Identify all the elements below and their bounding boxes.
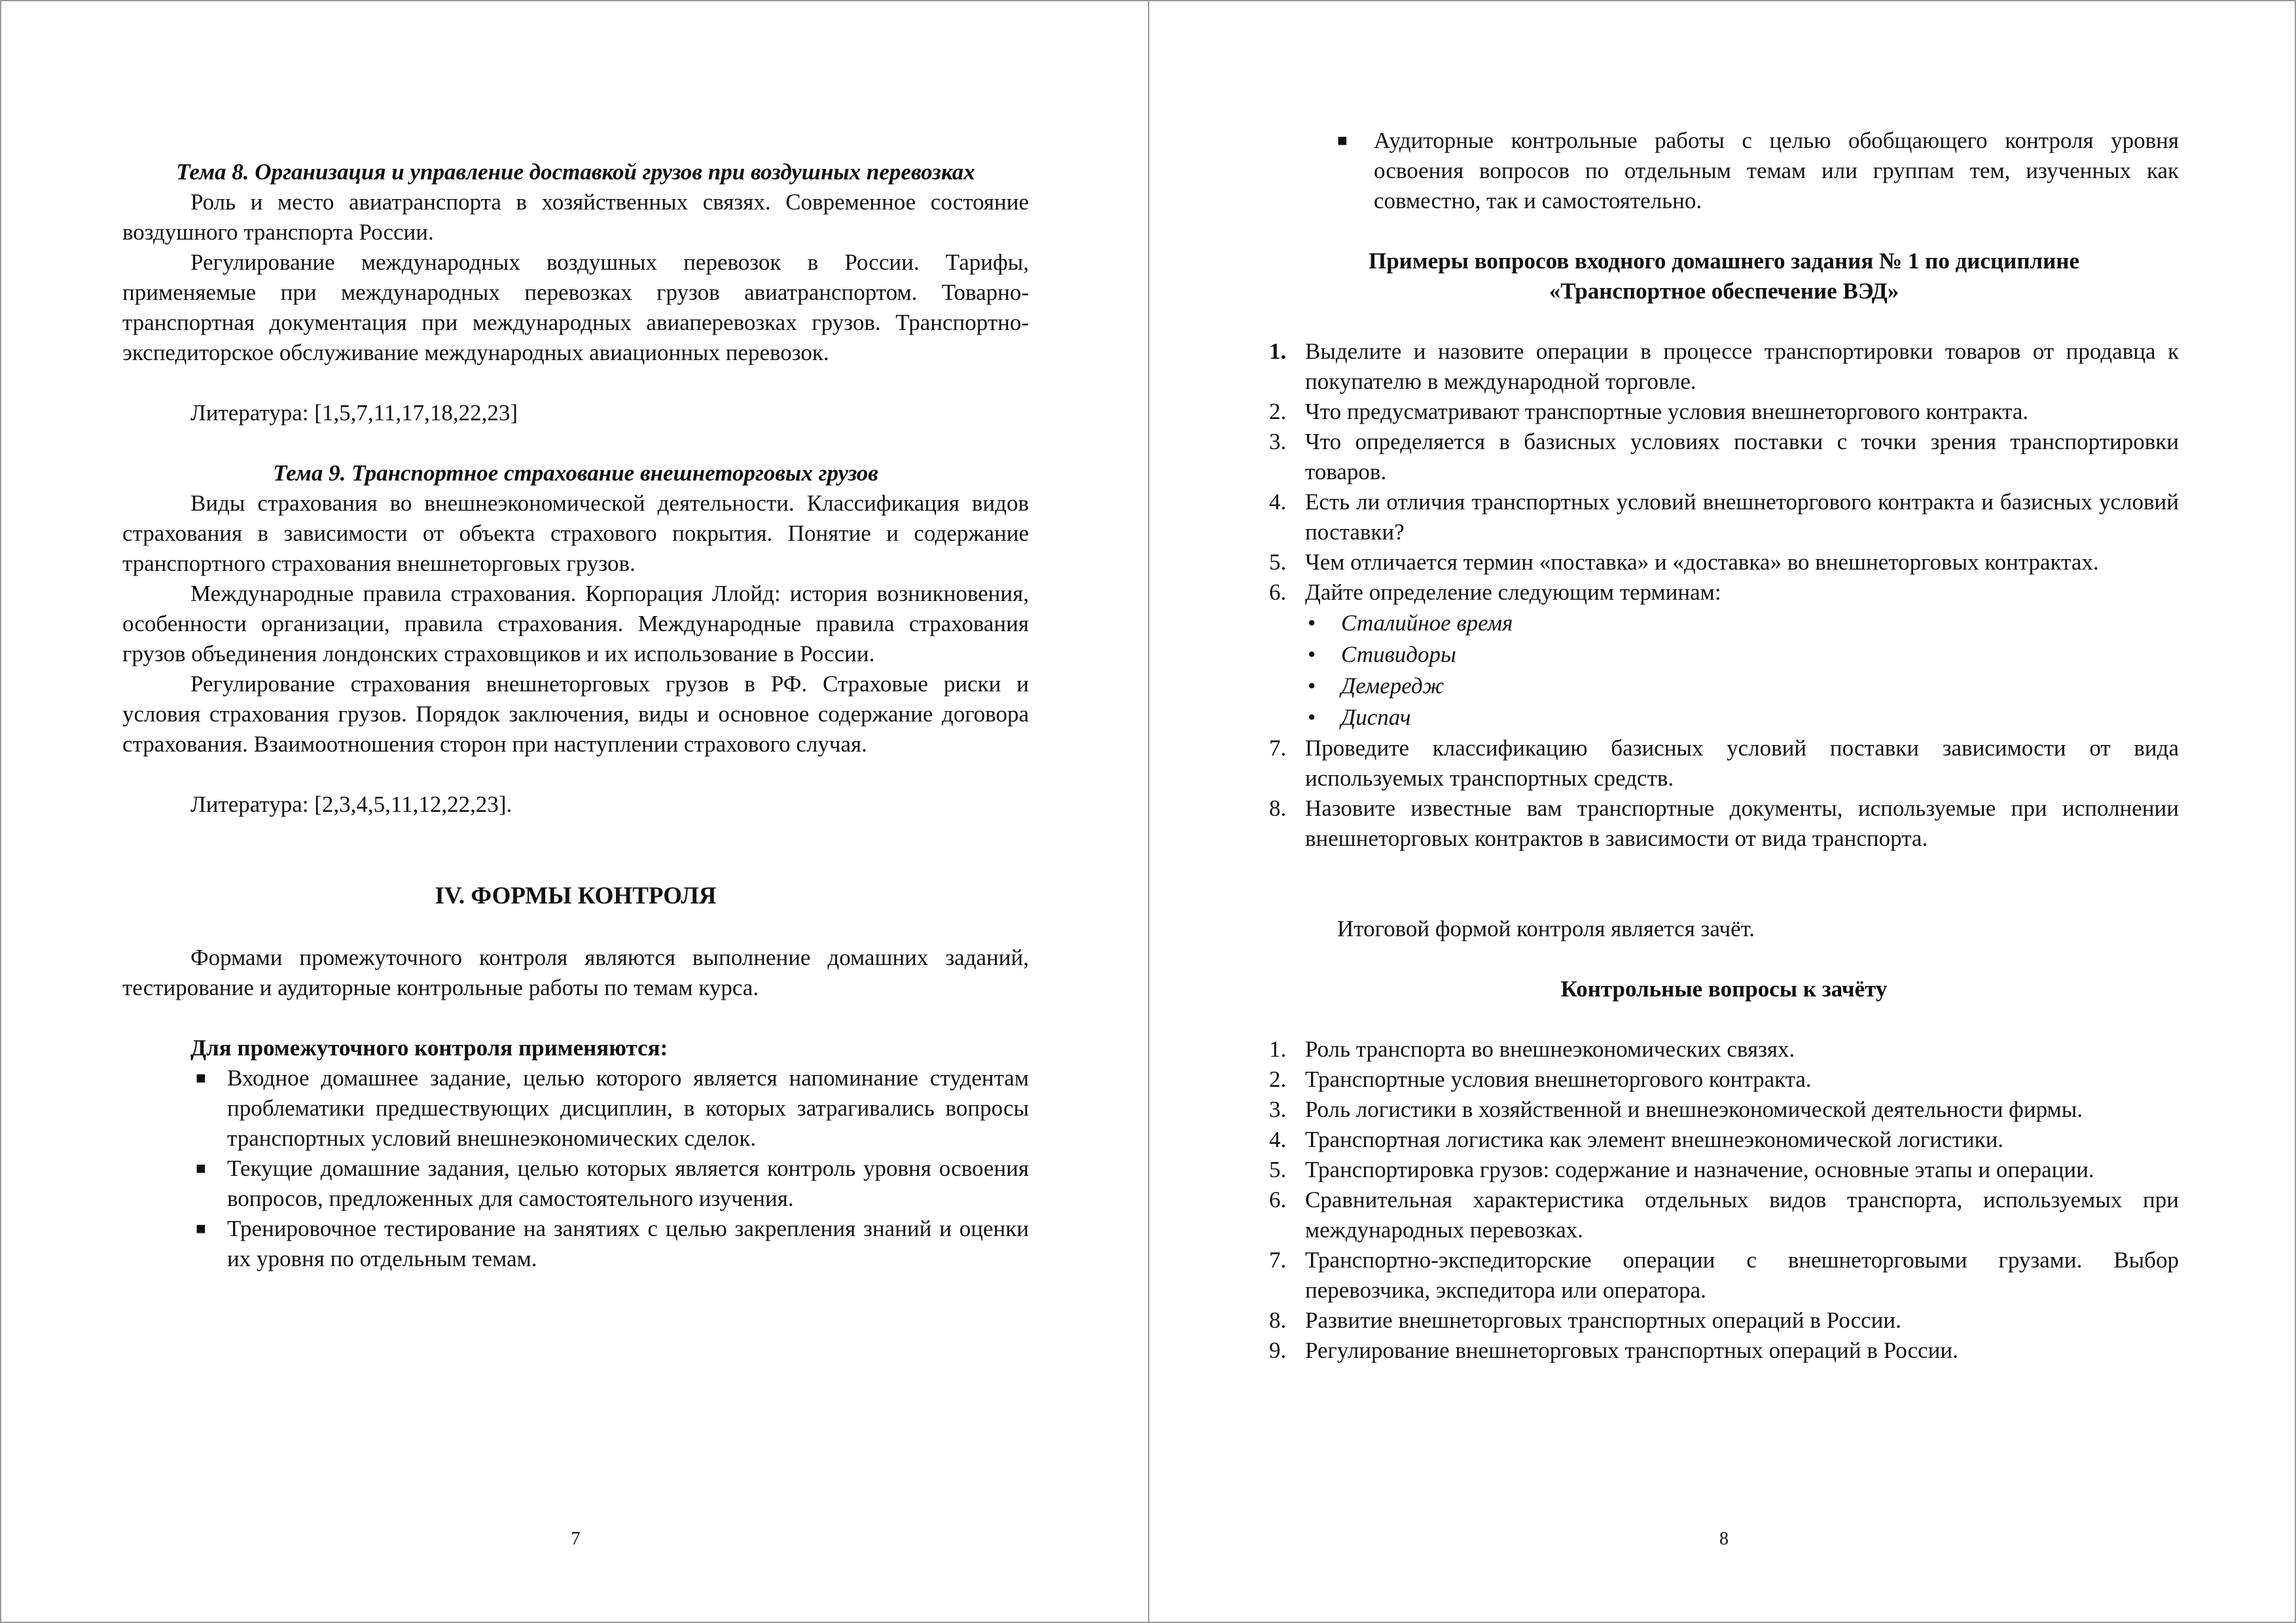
topic-9-literature: Литература: [2,3,4,5,11,12,22,23]. <box>190 792 512 817</box>
section-4-title: IV. ФОРМЫ КОНТРОЛЯ <box>435 883 717 909</box>
page-number: 8 <box>1719 1529 1729 1549</box>
examples-title-discipline: «Транспортное обеспечение ВЭД» <box>1549 278 1899 304</box>
control-subhead: Для промежуточного контроля применяются: <box>190 1035 668 1061</box>
list-item: 7. Транспортно-экспедиторские операции с внешнеторговыми грузами. Выбор перевозчика, экспедитора или оператора. <box>1269 1247 2179 1303</box>
square-bullet-icon: ■ <box>196 1068 206 1087</box>
list-item: 8. Развитие внешнеторговых транспортных операций в России. <box>1269 1307 1901 1333</box>
list-item: 5. Чем отличается термин «поставка» и «доставка» во внешнеторговых контрактах. <box>1269 549 2099 575</box>
list-item: 6. Сравнительная характеристика отдельных видов транспорта, используемых при международных перевозках. <box>1269 1187 2179 1243</box>
term-item: • Демередж <box>1305 670 2179 702</box>
list-item: 7. Проведите классификацию базисных условий поставки зависимости от вида используемых транспортных средств. <box>1269 735 2179 791</box>
list-item: 4. Транспортная логистика как элемент внешнеэкономической логистики. <box>1269 1127 2004 1152</box>
list-item: 3. Что определяется в базисных условиях поставки с точки зрения транспортировки товаров. <box>1269 429 2179 484</box>
list-item: 5. Транспортировка грузов: содержание и назначение, основные этапы и операции. <box>1269 1157 2094 1182</box>
list-item: 1. Выделите и назовите операции в процессе транспортировки товаров от продавца к покупателю в международной торговле. <box>1269 338 2179 394</box>
list-item: 8. Назовите известные вам транспортные документы, используемые при исполнении внешнеторговых контрактов в зависимости от вида транспорта. <box>1269 795 2179 851</box>
page-8 <box>1269 1 2179 1622</box>
final-control-form: Итоговой формой контроля является зачёт. <box>1337 916 1755 941</box>
topic-8-literature: Литература: [1,5,7,11,17,18,22,23] <box>190 400 518 426</box>
list-item: 2. Транспортные условия внешнеторгового контракта. <box>1269 1067 1812 1092</box>
list-item: ■ Текущие домашние задания, целью которых является контроль уровня освоения вопросов, предложенных для самостоятельного изучения. <box>122 1154 1029 1214</box>
topic-9-title: Тема 9. Транспортное страхование внешнеторговых грузов <box>273 460 878 486</box>
section-4-intro: Формами промежуточного контроля являются выполнение домашних заданий, тестирование и аудиторные контрольные работы по темам курса. <box>122 945 1029 1000</box>
exam-questions-title: Контрольные вопросы к зачёту <box>1560 976 1888 1002</box>
control-forms-list-continued <box>1269 126 2179 216</box>
list-item: 2. Что предусматривают транспортные условия внешнеторгового контракта. <box>1269 399 2029 424</box>
list-item: 3. Роль логистики в хозяйственной и внешнеэкономической деятельности фирмы. <box>1269 1097 2083 1122</box>
topic-9-paragraph: Регулирование страхования внешнеторговых грузов в РФ. Страховые риски и условия страхования грузов. Порядок заключения, виды и основное содержание договора страхования. Взаимоотношения сторон при наступлении страхового случая. <box>122 671 1029 757</box>
page-divider <box>1148 1 1149 1622</box>
term-item: • Стивидоры <box>1305 639 2179 670</box>
list-item: ■ Тренировочное тестирование на занятиях с целью закрепления знаний и оценки их уровня по отдельным темам. <box>122 1214 1029 1274</box>
exam-questions <box>1269 1034 2179 1366</box>
topic-8-paragraph: Регулирование международных воздушных перевозок в России. Тарифы, применяемые при международных перевозках грузов авиатранспортом. Товарно-транспортная документация при международных авиаперевозках грузов. Транспортно-экспедиторское обслуживание международных авиационных перевозок. <box>122 249 1029 365</box>
list-item: ■ Аудиторные контрольные работы с целью обобщающего контроля уровня освоения вопросов по отдельным темам или группам тем, изученных как совместно, так и самостоятельно. <box>1269 126 2179 216</box>
page-7 <box>122 1 1029 1622</box>
list-item: ■ Входное домашнее задание, целью которого является напоминание студентам проблематики предшествующих дисциплин, в которых затрагивались вопросы транспортных условий внешнеэкономических сделок. <box>122 1063 1029 1154</box>
list-item: 6. Дайте определение следующим терминам: • Сталийное время • Стивидоры • Демередж • Диспач <box>1269 577 2179 733</box>
term-item: • Сталийное время <box>1305 608 2179 639</box>
square-bullet-icon: ■ <box>1337 131 1348 150</box>
dot-bullet-icon: • <box>1308 642 1316 667</box>
dot-bullet-icon: • <box>1308 673 1316 699</box>
dot-bullet-icon: • <box>1308 704 1316 730</box>
topic-9-paragraph: Виды страхования во внешнеэкономической деятельности. Классификация видов страхования в зависимости от объекта страхового покрытия. Понятие и содержание транспортного страхования внешнеторговых грузов. <box>122 490 1029 576</box>
examples-title: Примеры вопросов входного домашнего задания № 1 по дисциплине <box>1368 248 2080 274</box>
dot-bullet-icon: • <box>1308 610 1316 636</box>
homework-questions <box>1269 337 2179 854</box>
topic-9-paragraph: Международные правила страхования. Корпорация Ллойд: история возникновения, особенности организации, правила страхования. Международные правила страхования грузов объединения лондонских страховщиков и их использование в России. <box>122 581 1029 666</box>
square-bullet-icon: ■ <box>196 1219 206 1238</box>
control-forms-list <box>122 1063 1029 1274</box>
list-item: 1. Роль транспорта во внешнеэкономических связях. <box>1269 1036 1795 1062</box>
terms-list <box>1305 608 2179 733</box>
list-item: 9. Регулирование внешнеторговых транспортных операций в России. <box>1269 1338 1958 1363</box>
square-bullet-icon: ■ <box>196 1159 206 1178</box>
page-number: 7 <box>571 1529 581 1549</box>
term-item: • Диспач <box>1305 702 2179 733</box>
topic-8-paragraph: Роль и место авиатранспорта в хозяйственных связях. Современное состояние воздушного транспорта России. <box>122 189 1029 245</box>
list-item: 4. Есть ли отличия транспортных условий внешнеторгового контракта и базисных условий поставки? <box>1269 489 2179 545</box>
topic-8-title: Тема 8. Организация и управление доставкой грузов при воздушных перевозках <box>176 159 975 185</box>
